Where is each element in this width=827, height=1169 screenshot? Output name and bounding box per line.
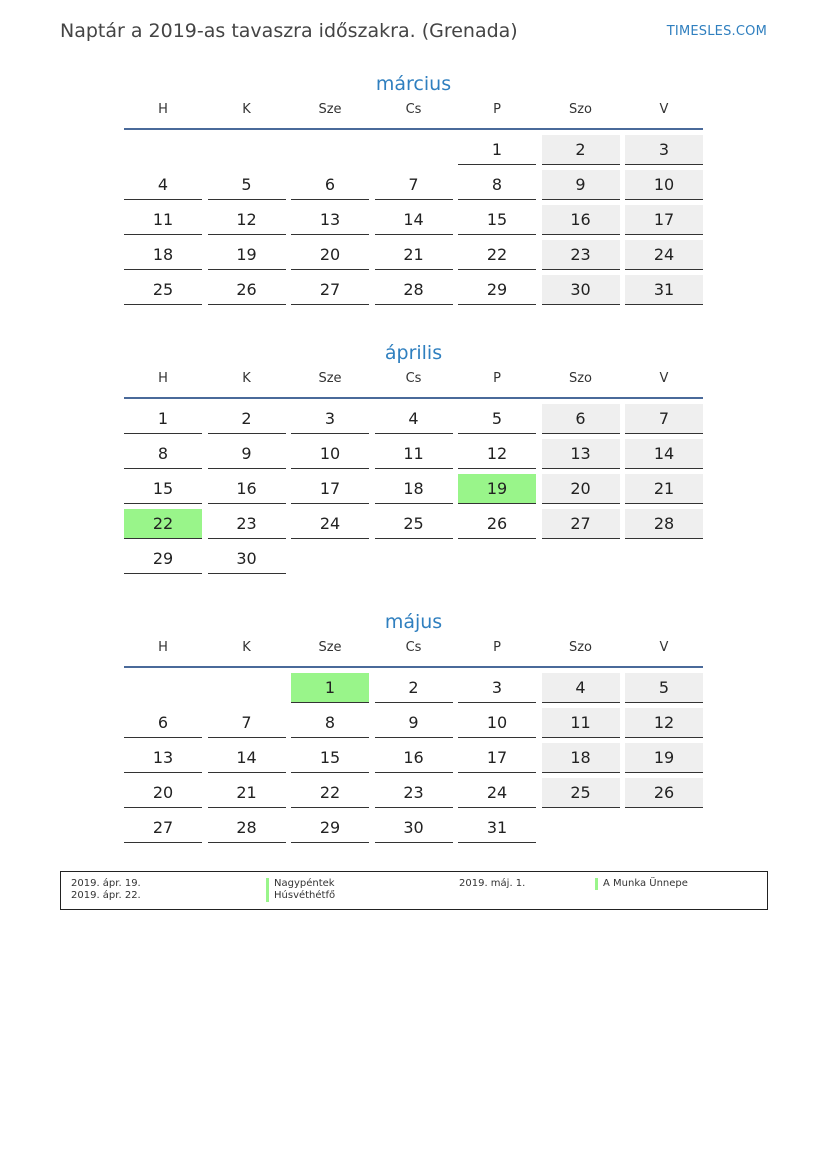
day-cell: 13 (542, 439, 620, 469)
weekday-label: Sze (318, 102, 342, 117)
legend-holiday-name: Nagypéntek (274, 878, 335, 889)
legend-date: 2019. ápr. 19. (71, 878, 141, 889)
weekday-label: V (659, 102, 669, 117)
day-cell: 27 (542, 509, 620, 539)
empty-day-cell (375, 544, 453, 574)
day-cell: 4 (375, 404, 453, 434)
day-cell: 1 (124, 404, 202, 434)
day-cell: 1 (291, 673, 369, 703)
day-cell: 12 (208, 205, 286, 235)
day-cell: 2 (208, 404, 286, 434)
weekday-label: H (158, 640, 168, 655)
holiday-color-marker (266, 878, 269, 890)
day-cell: 24 (625, 240, 703, 270)
day-cell: 20 (124, 778, 202, 808)
empty-day-cell (458, 544, 536, 574)
weekday-label: Szo (568, 102, 593, 117)
day-cell: 3 (458, 673, 536, 703)
weekday-label: K (242, 371, 251, 386)
week-row (124, 743, 703, 773)
day-cell: 6 (542, 404, 620, 434)
day-cell: 30 (375, 813, 453, 843)
day-cell: 16 (208, 474, 286, 504)
day-cell: 2 (542, 135, 620, 165)
day-cell: 30 (542, 275, 620, 305)
weekday-label: P (493, 371, 501, 386)
weekday-header (124, 371, 703, 399)
weekday-label: Cs (405, 371, 422, 386)
weekday-label: V (659, 371, 669, 386)
day-cell: 31 (458, 813, 536, 843)
week-row (124, 170, 703, 200)
legend-date: 2019. máj. 1. (459, 878, 526, 889)
day-cell: 23 (375, 778, 453, 808)
day-cell: 11 (375, 439, 453, 469)
legend-holiday-name: A Munka Ünnepe (603, 878, 688, 889)
day-cell: 14 (625, 439, 703, 469)
day-cell: 9 (542, 170, 620, 200)
day-cell: 11 (542, 708, 620, 738)
month-calendar (124, 607, 703, 843)
empty-day-cell (542, 544, 620, 574)
weekday-label: Szo (568, 640, 593, 655)
day-cell: 28 (375, 275, 453, 305)
day-cell: 5 (625, 673, 703, 703)
day-cell: 5 (208, 170, 286, 200)
day-cell: 10 (291, 439, 369, 469)
week-row (124, 474, 703, 504)
day-cell: 14 (208, 743, 286, 773)
day-cell: 13 (291, 205, 369, 235)
day-cell: 8 (458, 170, 536, 200)
day-cell: 10 (458, 708, 536, 738)
day-cell: 28 (208, 813, 286, 843)
site-link[interactable]: TIMESLES.COM (666, 24, 767, 39)
month-title: április (384, 342, 443, 364)
legend-date: 2019. ápr. 22. (71, 890, 141, 901)
day-cell: 2 (375, 673, 453, 703)
day-cell: 7 (208, 708, 286, 738)
day-cell: 24 (458, 778, 536, 808)
empty-day-cell (625, 813, 703, 843)
empty-day-cell (625, 544, 703, 574)
day-cell: 29 (458, 275, 536, 305)
holiday-color-marker (595, 878, 598, 890)
day-cell: 1 (458, 135, 536, 165)
day-cell: 29 (124, 544, 202, 574)
weekday-label: H (158, 371, 168, 386)
day-cell: 21 (208, 778, 286, 808)
day-cell: 16 (375, 743, 453, 773)
day-cell: 17 (625, 205, 703, 235)
weekday-label: Szo (568, 371, 593, 386)
day-cell: 26 (625, 778, 703, 808)
weekday-label: P (493, 102, 501, 117)
day-cell: 17 (291, 474, 369, 504)
day-cell: 18 (124, 240, 202, 270)
day-cell: 8 (124, 439, 202, 469)
week-row (124, 275, 703, 305)
week-row (124, 544, 703, 574)
day-cell: 7 (375, 170, 453, 200)
empty-day-cell (208, 135, 286, 165)
week-row (124, 205, 703, 235)
day-cell: 23 (208, 509, 286, 539)
day-cell: 16 (542, 205, 620, 235)
day-cell: 8 (291, 708, 369, 738)
empty-day-cell (375, 135, 453, 165)
day-cell: 21 (625, 474, 703, 504)
day-cell: 29 (291, 813, 369, 843)
day-cell: 15 (291, 743, 369, 773)
day-cell: 26 (208, 275, 286, 305)
empty-day-cell (124, 135, 202, 165)
day-cell: 4 (542, 673, 620, 703)
day-cell: 9 (375, 708, 453, 738)
day-cell: 19 (458, 474, 536, 504)
day-cell: 20 (542, 474, 620, 504)
weekday-label: P (493, 640, 501, 655)
day-cell: 12 (625, 708, 703, 738)
day-cell: 20 (291, 240, 369, 270)
day-cell: 3 (625, 135, 703, 165)
legend-holiday (266, 878, 335, 890)
holiday-color-marker (266, 890, 269, 902)
day-cell: 30 (208, 544, 286, 574)
week-row (124, 708, 703, 738)
week-row (124, 439, 703, 469)
day-cell: 19 (625, 743, 703, 773)
day-cell: 5 (458, 404, 536, 434)
week-row (124, 813, 703, 843)
day-cell: 31 (625, 275, 703, 305)
day-cell: 25 (124, 275, 202, 305)
weekday-label: H (158, 102, 168, 117)
day-cell: 28 (625, 509, 703, 539)
month-calendar (124, 338, 703, 574)
day-cell: 23 (542, 240, 620, 270)
day-cell: 13 (124, 743, 202, 773)
weekday-label: Sze (318, 371, 342, 386)
week-row (124, 135, 703, 165)
weekday-label: Cs (405, 102, 422, 117)
day-cell: 12 (458, 439, 536, 469)
day-cell: 17 (458, 743, 536, 773)
week-row (124, 240, 703, 270)
week-row (124, 673, 703, 703)
empty-day-cell (542, 813, 620, 843)
day-cell: 9 (208, 439, 286, 469)
day-cell: 22 (291, 778, 369, 808)
empty-day-cell (291, 544, 369, 574)
weekday-label: Sze (318, 640, 342, 655)
day-cell: 6 (124, 708, 202, 738)
empty-day-cell (291, 135, 369, 165)
empty-day-cell (208, 673, 286, 703)
day-cell: 18 (542, 743, 620, 773)
day-cell: 3 (291, 404, 369, 434)
day-cell: 21 (375, 240, 453, 270)
day-cell: 27 (291, 275, 369, 305)
holiday-legend (60, 871, 768, 910)
day-cell: 22 (124, 509, 202, 539)
weekday-label: Cs (405, 640, 422, 655)
day-cell: 24 (291, 509, 369, 539)
day-cell: 6 (291, 170, 369, 200)
weekday-label: V (659, 640, 669, 655)
legend-holiday-name: Húsvéthétfő (274, 890, 336, 901)
week-row (124, 404, 703, 434)
legend-holiday (595, 878, 688, 890)
legend-holiday (266, 890, 335, 902)
week-row (124, 509, 703, 539)
month-title: május (384, 611, 443, 633)
day-cell: 26 (458, 509, 536, 539)
week-row (124, 778, 703, 808)
month-title: március (375, 73, 452, 95)
day-cell: 25 (542, 778, 620, 808)
day-cell: 22 (458, 240, 536, 270)
page-title: Naptár a 2019-as tavaszra időszakra. (Grenada) (60, 20, 518, 42)
weekday-header (124, 640, 703, 668)
month-calendar (124, 69, 703, 305)
day-cell: 11 (124, 205, 202, 235)
day-cell: 25 (375, 509, 453, 539)
weekday-label: K (242, 102, 251, 117)
empty-day-cell (124, 673, 202, 703)
day-cell: 15 (458, 205, 536, 235)
day-cell: 15 (124, 474, 202, 504)
day-cell: 7 (625, 404, 703, 434)
weekday-header (124, 102, 703, 130)
day-cell: 14 (375, 205, 453, 235)
day-cell: 4 (124, 170, 202, 200)
weekday-label: K (242, 640, 251, 655)
day-cell: 27 (124, 813, 202, 843)
day-cell: 10 (625, 170, 703, 200)
day-cell: 18 (375, 474, 453, 504)
day-cell: 19 (208, 240, 286, 270)
